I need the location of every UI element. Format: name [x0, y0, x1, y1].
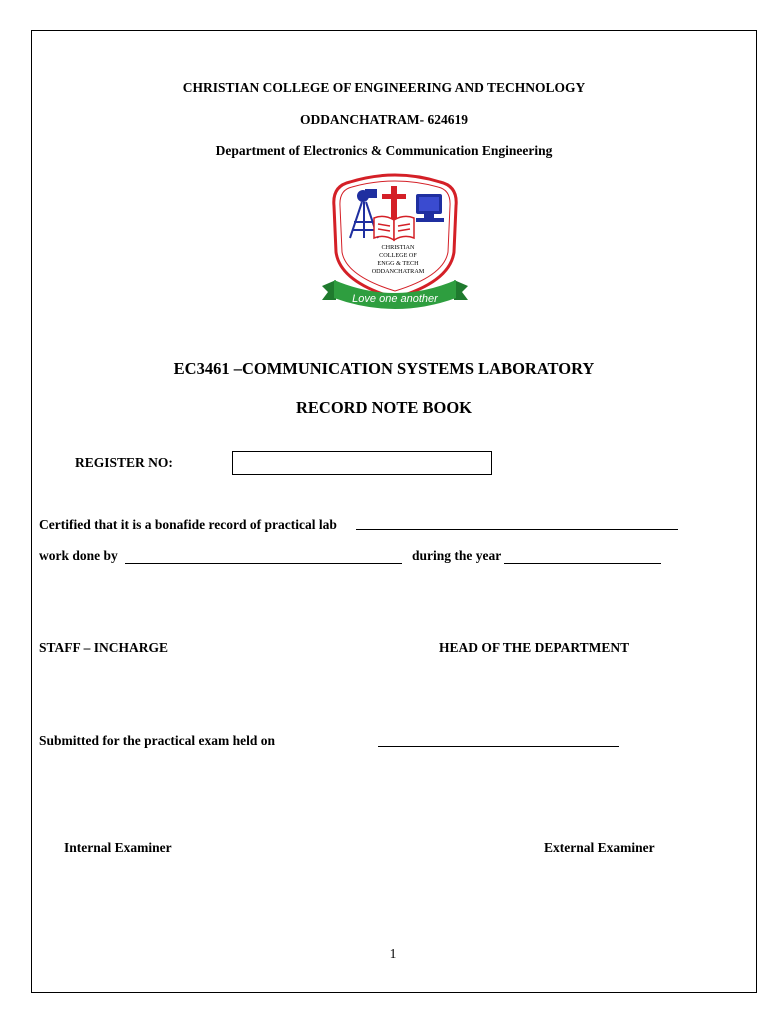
- department-name: Department of Electronics & Communication Engineering: [215, 143, 553, 158]
- book-title: RECORD NOTE BOOK: [295, 398, 473, 417]
- course-title: EC3461 –COMMUNICATION SYSTEMS LABORATORY: [173, 359, 595, 378]
- logo-motto: Love one another: [352, 293, 438, 305]
- staff-incharge-label: STAFF – INCHARGE: [39, 640, 169, 655]
- register-number-box[interactable]: [232, 451, 492, 475]
- submitted-label: Submitted for the practical exam held on: [39, 733, 275, 748]
- hod-label: HEAD OF THE DEPARTMENT: [439, 640, 630, 655]
- college-name: CHRISTIAN COLLEGE OF ENGINEERING AND TECHNOLOGY: [182, 80, 586, 95]
- college-location: ODDANCHATRAM- 624619: [299, 112, 469, 127]
- logo-text-line2: COLLEGE OF: [379, 252, 417, 259]
- logo-text-line1: CHRISTIAN: [381, 244, 415, 251]
- lab-name-blank[interactable]: [356, 529, 678, 530]
- logo-text-line4: ODDANCHATRAM: [371, 268, 425, 275]
- college-logo: [318, 172, 472, 312]
- certificate-work-done-by: work done by: [39, 548, 118, 563]
- exam-date-blank[interactable]: [378, 746, 619, 747]
- student-name-blank[interactable]: [125, 563, 402, 564]
- year-blank[interactable]: [504, 563, 661, 564]
- register-label: REGISTER NO:: [75, 455, 173, 470]
- certificate-line1: Certified that it is a bonafide record of practical lab: [39, 517, 337, 532]
- page-number: 1: [389, 946, 397, 961]
- external-examiner-label: External Examiner: [544, 840, 655, 855]
- logo-text-line3: ENGG & TECH: [377, 260, 419, 267]
- internal-examiner-label: Internal Examiner: [64, 840, 172, 855]
- book-icon: [374, 216, 414, 240]
- certificate-during-year: during the year: [412, 548, 502, 563]
